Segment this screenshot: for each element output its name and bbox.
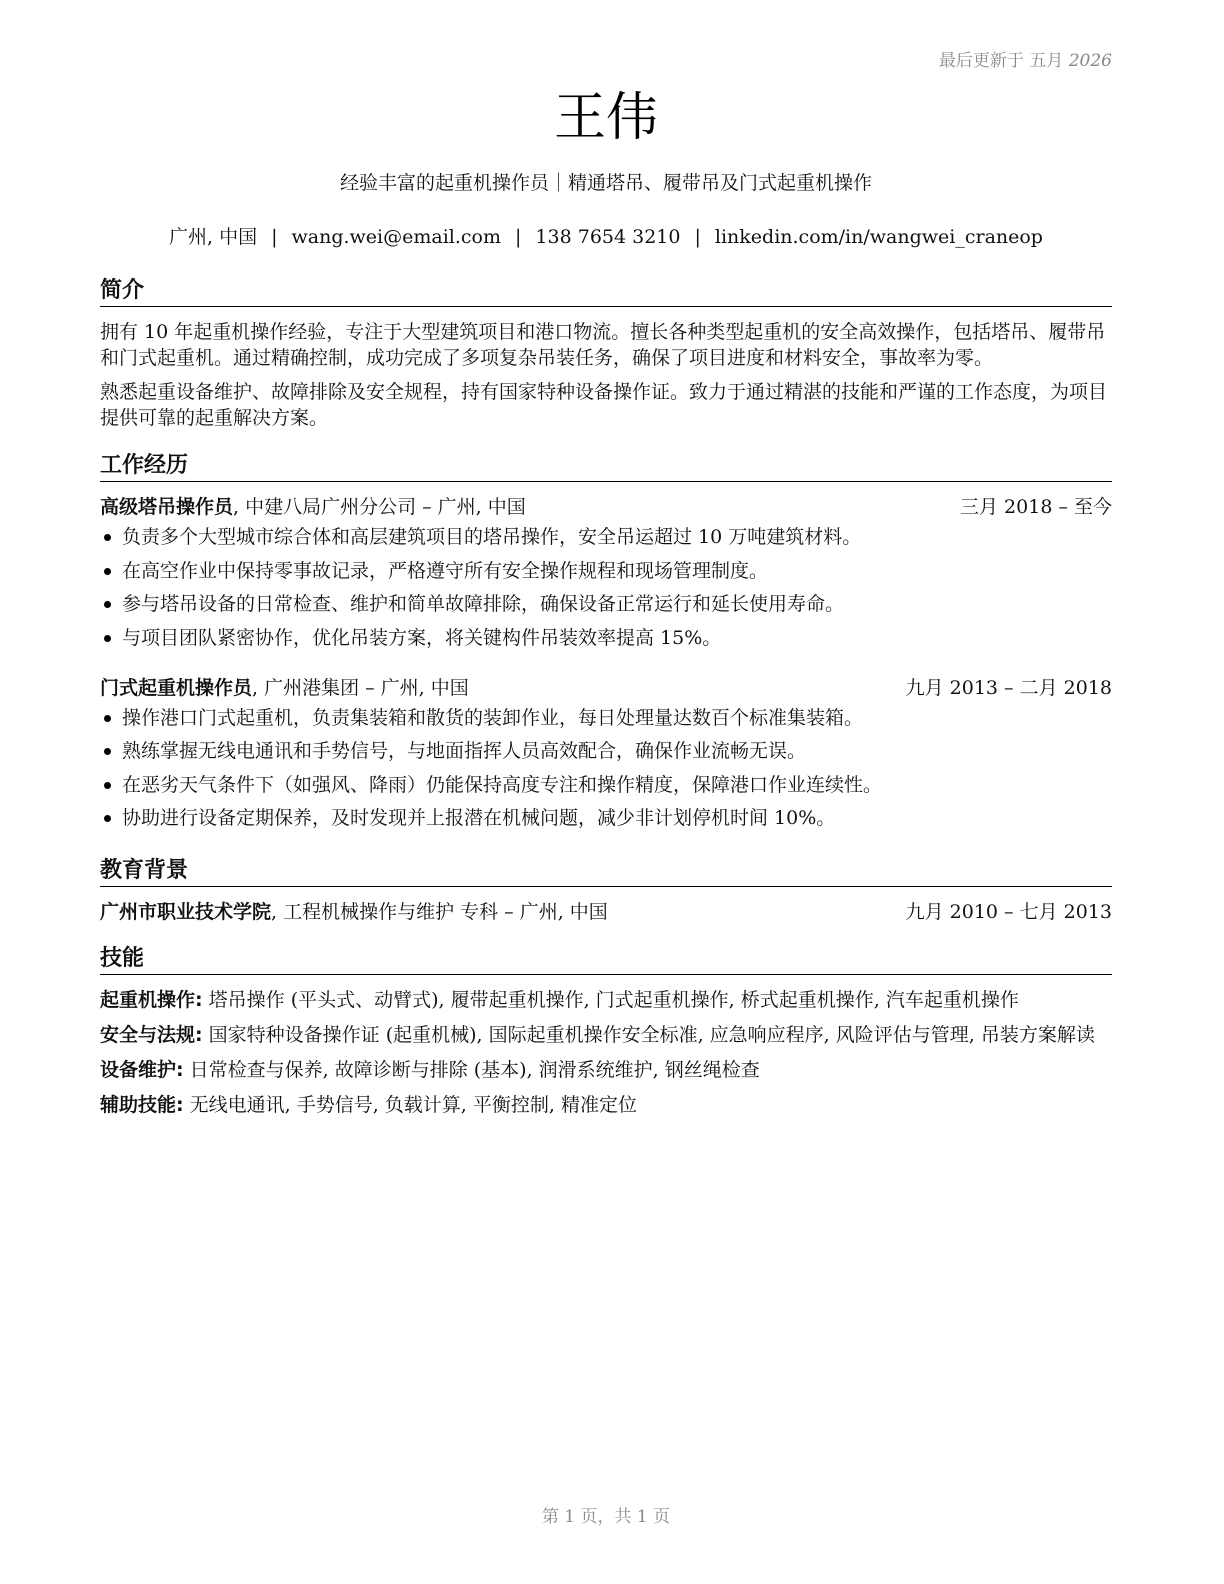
section-heading-skills: 技能 <box>100 945 1112 975</box>
skill-value: 无线电通讯, 手势信号, 负载计算, 平衡控制, 精准定位 <box>183 1094 637 1116</box>
page-number: 第 1 页，共 1 页 <box>541 1507 671 1527</box>
job-bullet: 与项目团队紧密协作，优化吊装方案，将关键构件吊装效率提高 15%。 <box>100 625 1112 651</box>
contact-info <box>100 225 1112 249</box>
candidate-name: 王伟 <box>553 88 658 148</box>
job-bullet: 负责多个大型城市综合体和高层建筑项目的塔吊操作，安全吊运超过 10 万吨建筑材料。 <box>100 524 1112 550</box>
last-updated-year: 2026 <box>1068 51 1112 71</box>
job-header <box>100 494 1112 520</box>
resume-page <box>100 0 1112 1584</box>
section-heading-education: 教育背景 <box>100 857 1112 887</box>
education-detail: , 工程机械操作与维护 专科 – 广州, 中国 <box>271 901 608 923</box>
job-header <box>100 675 1112 701</box>
skill-value: 塔吊操作 (平头式、动臂式), 履带起重机操作, 门式起重机操作, 桥式起重机操作, 汽车起重机操作 <box>202 989 1019 1011</box>
education-dates: 九月 2010 – 七月 2013 <box>905 901 1112 923</box>
skill-label: 起重机操作: <box>100 989 203 1011</box>
contact-phone[interactable]: 138 7654 3210 <box>535 226 681 248</box>
summary-paragraph: 拥有 10 年起重机操作经验，专注于大型建筑项目和港口物流。擅长各种类型起重机的安全高效操作，包括塔吊、履带吊和门式起重机。通过精确控制，成功完成了多项复杂吊装任务，确保了项目进度和材料安全，事故率为零。 <box>100 321 1106 369</box>
job-org: , 中建八局广州分公司 – 广州, 中国 <box>233 496 526 518</box>
job-bullets <box>100 524 1112 651</box>
contact-linkedin[interactable]: linkedin.com/in/wangwei_craneop <box>714 226 1043 248</box>
job-bullet: 协助进行设备定期保养，及时发现并上报潜在机械问题，减少非计划停机时间 10%。 <box>100 805 1112 831</box>
job-entry <box>100 494 1112 651</box>
contact-email[interactable]: wang.wei@email.com <box>291 226 502 248</box>
job-dates: 三月 2018 – 至今 <box>960 496 1112 518</box>
job-bullet: 在恶劣天气条件下（如强风、降雨）仍能保持高度专注和操作精度，保障港口作业连续性。 <box>100 772 1112 798</box>
education-entry <box>100 899 1112 925</box>
job-bullet: 操作港口门式起重机，负责集装箱和散货的装卸作业，每日处理量达数百个标准集装箱。 <box>100 705 1112 731</box>
summary-paragraph: 熟悉起重设备维护、故障排除及安全规程，持有国家特种设备操作证。致力于通过精湛的技能和严谨的工作态度，为项目提供可靠的起重解决方案。 <box>100 381 1108 429</box>
skills-section <box>100 945 1112 1127</box>
contact-location: 广州, 中国 <box>169 226 258 248</box>
skill-label: 安全与法规: <box>100 1024 203 1046</box>
section-heading-experience: 工作经历 <box>100 452 1112 482</box>
job-org: , 广州港集团 – 广州, 中国 <box>252 676 469 699</box>
summary-section <box>100 277 1112 439</box>
skill-row <box>100 1057 1112 1083</box>
skill-row <box>100 987 1112 1013</box>
experience-section <box>100 452 1112 839</box>
job-bullet: 在高空作业中保持零事故记录，严格遵守所有安全操作规程和现场管理制度。 <box>100 558 1112 584</box>
contact-separator: | <box>515 226 522 248</box>
contact-separator: | <box>694 226 701 248</box>
job-title: 门式起重机操作员 <box>100 676 253 699</box>
skill-value: 国家特种设备操作证 (起重机械), 国际起重机操作安全标准, 应急响应程序, 风险评估与管理, 吊装方案解读 <box>202 1024 1095 1046</box>
skill-row <box>100 1092 1112 1118</box>
candidate-tagline: 经验丰富的起重机操作员｜精通塔吊、履带吊及门式起重机操作 <box>339 172 872 194</box>
skill-label: 设备维护: <box>100 1059 184 1081</box>
job-bullet: 熟练掌握无线电通讯和手势信号，与地面指挥人员高效配合，确保作业流畅无误。 <box>100 738 1112 764</box>
skill-row <box>100 1022 1112 1048</box>
job-dates: 九月 2013 – 二月 2018 <box>905 676 1112 699</box>
contact-separator: | <box>271 226 278 248</box>
skill-value: 日常检查与保养, 故障诊断与排除 (基本), 润滑系统维护, 钢丝绳检查 <box>183 1059 760 1081</box>
job-entry <box>100 675 1112 832</box>
school-name: 广州市职业技术学院 <box>100 901 272 923</box>
education-section <box>100 857 1112 925</box>
job-title: 高级塔吊操作员 <box>100 496 234 518</box>
skill-label: 辅助技能: <box>100 1094 184 1116</box>
last-updated: 最后更新于 五月 2026 <box>938 51 1112 71</box>
job-bullet: 参与塔吊设备的日常检查、维护和简单故障排除，确保设备正常运行和延长使用寿命。 <box>100 591 1112 617</box>
section-heading-summary: 简介 <box>100 277 1112 307</box>
job-bullets <box>100 705 1112 832</box>
